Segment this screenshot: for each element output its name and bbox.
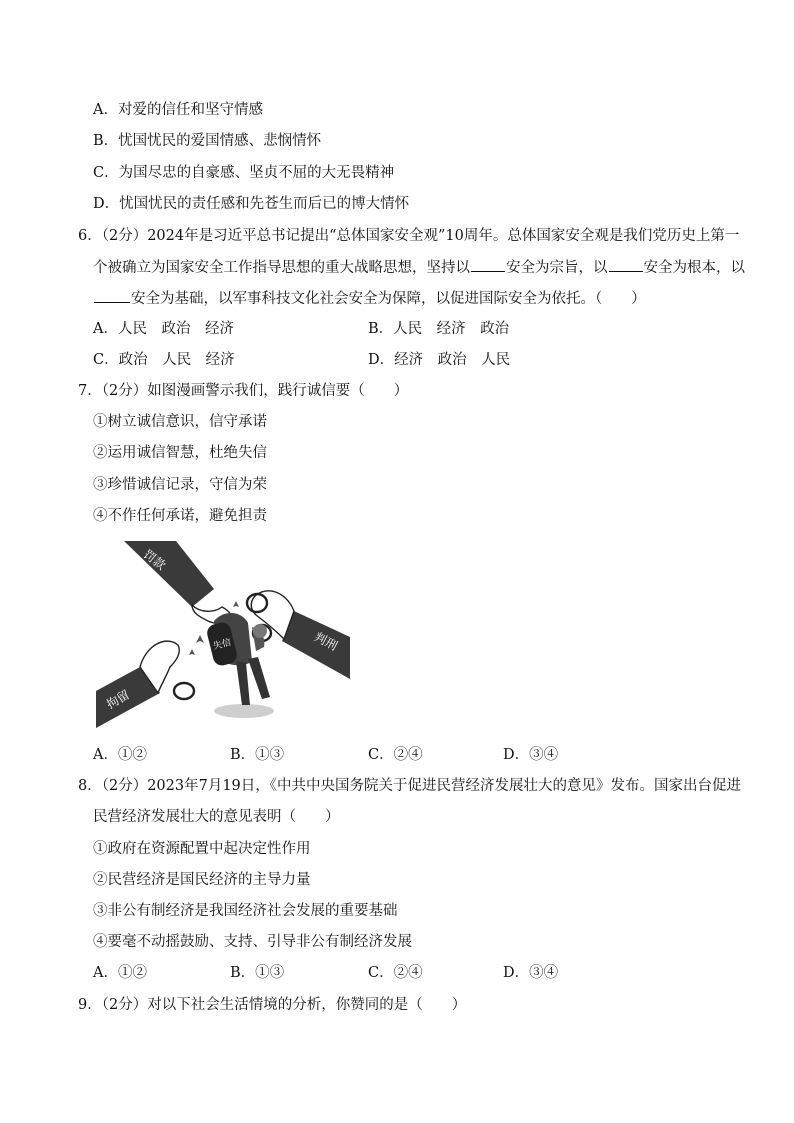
q7-stem: 7．（2分）如图漫画警示我们，践行诚信要（ ） xyxy=(78,383,409,399)
q6-option-a: A．人民 政治 经济 xyxy=(93,321,234,337)
q8-item-1: ①政府在资源配置中起决定性作用 xyxy=(93,841,311,857)
q8-option-d: D．③④ xyxy=(503,965,559,981)
q8-option-b: B．①③ xyxy=(230,965,285,981)
q5-option-a: A．对爱的信任和坚守情感 xyxy=(93,102,263,118)
q8-stem-line1: 8．（2分）2023年7月19日，《中共中央国务院关于促进民营经济发展壮大的意见》发布。国家出台促进 xyxy=(78,778,742,794)
q5-option-c: C．为国尽忠的自豪感、坚贞不屈的大无畏精神 xyxy=(93,165,395,181)
q6-stem-line2 xyxy=(93,257,745,278)
q7-item-4: ④不作任何承诺，避免担责 xyxy=(93,508,267,524)
q8-item-2: ②民营经济是国民经济的主导力量 xyxy=(93,872,311,888)
q6-option-d: D．经济 政治 人民 xyxy=(368,352,511,368)
q8-stem-line2: 民营经济发展壮大的意见表明（ ） xyxy=(93,809,340,825)
label-fine: 罚款 xyxy=(140,546,169,573)
q9-stem: 9．（2分）对以下社会生活情境的分析，你赞同的是（ ） xyxy=(78,997,467,1013)
q6-stem-part-d: 安全为基础，以军事科技文化社会安全为保障，以促进国际安全为依托。（ ） xyxy=(131,291,646,307)
q8-option-c: C．②④ xyxy=(368,965,423,981)
q7-option-c: C．②④ xyxy=(368,747,423,763)
q7-item-1: ①树立诚信意识，信守承诺 xyxy=(93,414,267,430)
q6-option-b: B．人民 经济 政治 xyxy=(368,321,510,337)
q7-option-d: D．③④ xyxy=(503,747,559,763)
q6-blank-2 xyxy=(609,257,643,272)
label-dishonest: 失信 xyxy=(212,637,233,653)
q7-option-b: B．①③ xyxy=(230,747,285,763)
q6-blank-3 xyxy=(94,288,130,303)
q8-item-4: ④要毫不动摇鼓励、支持、引导非公有制经济发展 xyxy=(93,934,412,950)
q6-option-c: C．政治 人民 经济 xyxy=(93,352,235,368)
q5-option-b: B．忧国忧民的爱国情感、悲悯情怀 xyxy=(93,133,322,149)
label-detain: 拘留 xyxy=(104,687,132,712)
q7-option-a: A．①② xyxy=(93,747,147,763)
label-sentence: 判刑 xyxy=(311,629,340,654)
q8-item-3: ③非公有制经济是我国经济社会发展的重要基础 xyxy=(93,903,398,919)
q5-option-d: D．忧国忧民的责任感和先苍生而后已的博大情怀 xyxy=(93,196,410,212)
q7-item-3: ③珍惜诚信记录，守信为荣 xyxy=(93,477,267,493)
q7-item-2: ②运用诚信智慧，杜绝失信 xyxy=(93,445,267,461)
q8-option-a: A．①② xyxy=(93,965,147,981)
q6-stem-part-a: 个被确立为国家安全工作指导思想的重大战略思想，坚持以 xyxy=(93,260,470,276)
q6-blank-1 xyxy=(471,257,505,272)
q6-stem-line1: 6．（2分）2024年是习近平总书记提出“总体国家安全观”10周年。总体国家安全观是我们党历史上第一 xyxy=(78,228,740,244)
q6-stem-line3 xyxy=(93,288,646,309)
cartoon-illustration xyxy=(96,541,350,728)
q6-stem-part-b: 安全为宗旨，以 xyxy=(506,260,608,276)
q6-stem-part-c: 安全为根本，以 xyxy=(643,260,745,276)
